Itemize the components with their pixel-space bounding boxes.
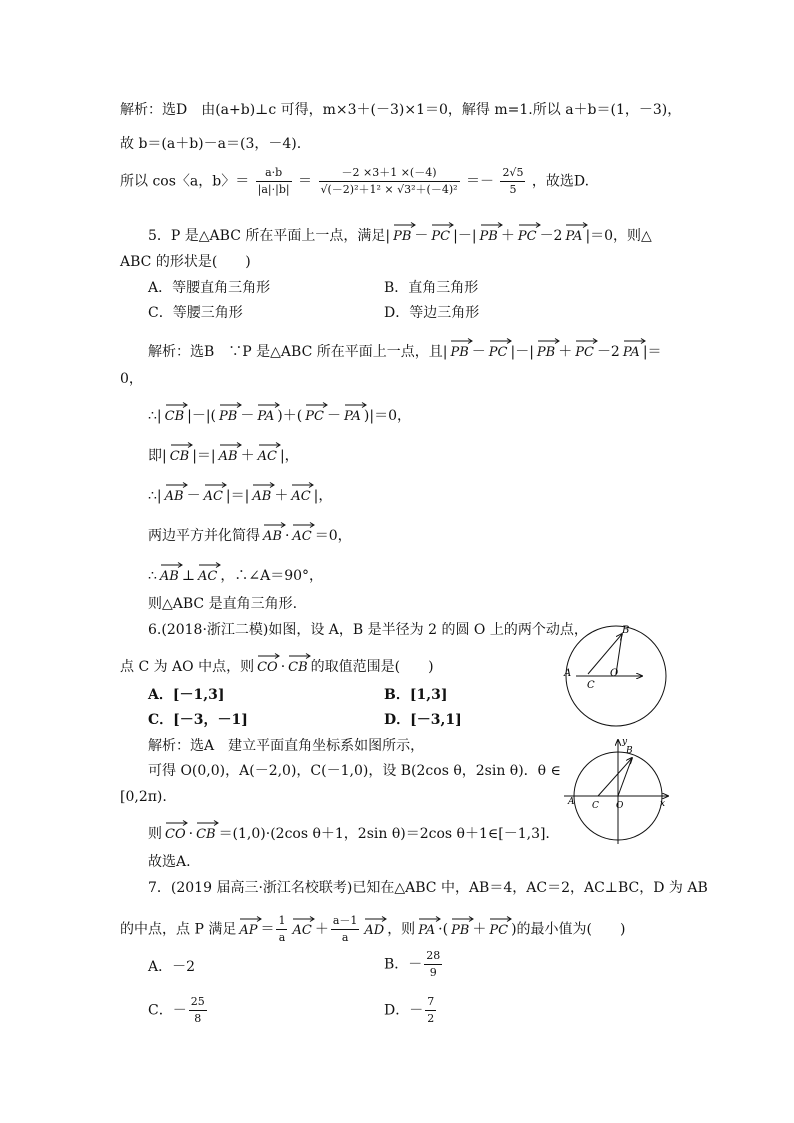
fraction-1-over-a: $\frac{1}{a}$ xyxy=(278,914,286,944)
fig2-label-c: C xyxy=(592,801,599,811)
vector-label: AC xyxy=(203,489,223,504)
vector-pb xyxy=(219,402,237,426)
vector-label: AB xyxy=(218,449,238,464)
vector-pb xyxy=(451,916,469,940)
fig1-label-b: B xyxy=(622,625,630,636)
vector-ac xyxy=(258,442,277,466)
circle-figure-6 xyxy=(560,620,672,732)
fraction-ab: $\frac{a\cdot b}{|a|\cdot|b|}$ xyxy=(257,166,290,196)
question-5-line-2: ABC 的形状是( ) xyxy=(120,254,251,270)
vector-pa xyxy=(344,402,361,426)
question-7-line-1: 7．(2019 届高三·浙江名校联考)已知在△ABC 中，AB＝4，AC＝2，AC⊥BC，D 为 AB xyxy=(148,880,708,896)
vector-label: AC xyxy=(292,922,312,938)
vector-ad xyxy=(364,916,384,940)
solution-4-line-2: 故 b＝(a＋b)－a＝(3，－4). xyxy=(120,136,302,152)
vector-pc xyxy=(489,916,508,940)
fig2-label-o: O xyxy=(616,801,624,811)
option-6-a: A．[－1,3] xyxy=(148,687,225,703)
vector-arrow-icon xyxy=(165,402,189,408)
vector-arrow-icon xyxy=(257,402,281,408)
vector-arrow-icon xyxy=(288,653,312,659)
vector-pc xyxy=(431,222,450,246)
vector-pb xyxy=(480,222,498,246)
vector-label: PC xyxy=(488,345,508,360)
solution-5-line-8: 则△ABC 是直角三角形. xyxy=(148,596,298,612)
vector-pb xyxy=(450,338,468,362)
vector-label: PC xyxy=(431,229,451,244)
vector-arrow-icon xyxy=(305,402,329,408)
vector-arrow-icon xyxy=(239,916,263,922)
vector-arrow-icon xyxy=(291,482,315,488)
vector-label: AB xyxy=(159,569,179,584)
option-5-a: A．等腰直角三角形 xyxy=(148,280,271,296)
vector-ac xyxy=(292,522,311,546)
option-5-b: B．直角三角形 xyxy=(384,280,479,296)
equals: ＝ xyxy=(298,173,313,190)
vector-arrow-icon xyxy=(198,562,222,568)
vector-arrow-icon xyxy=(165,820,189,826)
vector-label: AC xyxy=(257,449,277,464)
option-6-c: C．[－3，－1] xyxy=(148,712,248,728)
fig2-label-a: A xyxy=(568,797,575,807)
vector-ac xyxy=(291,482,310,506)
vector-arrow-icon xyxy=(219,402,243,408)
vector-ac xyxy=(292,916,311,940)
vector-arrow-icon xyxy=(196,820,220,826)
vector-label: CB xyxy=(164,409,185,424)
solution-6-line-4: 则 CO · CB ＝(1,0)·(2cos θ＋1，2sin θ)＝2cos θ＋1∈[－1,3]. xyxy=(148,820,550,844)
vector-label: AB xyxy=(164,489,184,504)
vector-arrow-icon xyxy=(418,916,442,922)
vector-arrow-icon xyxy=(431,222,455,228)
vector-pc xyxy=(305,402,324,426)
vector-arrow-icon xyxy=(393,222,417,228)
fraction-cos: $\frac{-2 \times 3+1 \times(-4)}{\text{√(－2)²＋1² × √3²＋(－4)²}}$ xyxy=(320,166,458,196)
vector-pa xyxy=(565,222,582,246)
fraction-a-minus-1: $\frac{a-1}{a}$ xyxy=(332,914,358,944)
vector-arrow-icon xyxy=(258,442,282,448)
vector-label: CB xyxy=(196,827,216,842)
vector-pb xyxy=(393,222,411,246)
vector-label: PB xyxy=(479,229,498,244)
vector-pa xyxy=(418,916,435,940)
vector-label: PA xyxy=(565,229,583,244)
vector-arrow-icon xyxy=(344,402,368,408)
vector-label: PA xyxy=(257,409,275,424)
option-6-d: D．[－3,1] xyxy=(384,712,462,728)
vector-arrow-icon xyxy=(160,562,184,568)
vector-ab xyxy=(160,562,179,586)
vector-arrow-icon xyxy=(480,222,504,228)
solution-5-line-5: ∴| AB － AC |＝| AB ＋ AC |， xyxy=(148,482,332,506)
option-7-d: D．－ $\frac{7}{2}$ xyxy=(384,995,435,1025)
vector-ab xyxy=(219,442,238,466)
vector-arrow-icon xyxy=(623,338,647,344)
fig1-label-o: O xyxy=(610,668,619,679)
vector-arrow-icon xyxy=(450,338,474,344)
option-7-a: A．－2 xyxy=(148,959,196,975)
answer-note: ，故选D. xyxy=(531,173,590,190)
solution-5-line-2: 0， xyxy=(120,371,143,387)
option-7-b: B．－ $\frac{28}{9}$ xyxy=(384,949,441,979)
option-6-b: B．[1,3] xyxy=(384,687,448,703)
solution-5-line-4: 即| CB |＝| AB ＋ AC |， xyxy=(148,442,299,466)
vector-arrow-icon xyxy=(451,916,475,922)
vector-ab xyxy=(165,482,184,506)
question-7-line-2: 的中点，点 P 满足 AP ＝ $\frac{1}{a}$ AC ＋ $\frac{a-1}{a}$ AD ，则 PA ·( PB ＋ PC )的最小值为( ) xyxy=(120,914,626,944)
vector-pb xyxy=(537,338,555,362)
vector-label: AD xyxy=(364,922,385,938)
vector-label: CO xyxy=(257,660,278,675)
solution-5-line-7: ∴ AB ⊥ AC ，∴∠A＝90°， xyxy=(148,562,323,586)
vector-co xyxy=(165,820,186,844)
solution-4-line-3 xyxy=(120,165,589,198)
fig2-label-x: x xyxy=(660,799,666,809)
option-5-c: C．等腰三角形 xyxy=(148,305,243,321)
question-6-line-2: 点 C 为 AO 中点，则 CO · CB 的取值范围是( ) xyxy=(120,653,434,677)
vector-label: CB xyxy=(288,660,308,675)
solution-5-line-1: 解析：选B ∵P 是△ABC 所在平面上一点，且| PB － PC |－| PB ＋ PC －2 PA |＝ xyxy=(148,338,662,362)
vector-label: AB xyxy=(252,489,272,504)
vector-label: PA xyxy=(418,922,436,938)
solution-4-line-1: 解析：选D 由(a+b)⊥c 可得，m×3＋(－3)×1＝0，解得 m=1.所以 a＋b＝(1，－3)， xyxy=(120,102,682,118)
vector-label: AB xyxy=(263,529,282,544)
option-5-d: D．等边三角形 xyxy=(384,305,480,321)
vector-label: PB xyxy=(219,409,238,424)
vector-ac xyxy=(204,482,223,506)
fig1-label-a: A xyxy=(564,668,572,679)
coordinate-circle-figure xyxy=(562,736,674,848)
vector-label: PB xyxy=(393,229,412,244)
solution-5-line-6: 两边平方并化简得 AB · AC ＝0， xyxy=(148,522,352,546)
vector-arrow-icon xyxy=(489,916,513,922)
vector-arrow-icon xyxy=(575,338,599,344)
vector-pa xyxy=(623,338,640,362)
vector-label: CB xyxy=(169,449,190,464)
solution-6-line-3: [0,2π). xyxy=(120,789,167,805)
vector-label: AC xyxy=(291,489,311,504)
vector-label: PC xyxy=(489,922,509,938)
vector-arrow-icon xyxy=(292,522,316,528)
vector-pc xyxy=(575,338,594,362)
option-7-c: C．－ $\frac{25}{8}$ xyxy=(148,995,205,1025)
question-5-line-1: 5．P 是△ABC 所在平面上一点，满足| PB － PC |－| PB ＋ PC －2 PA |＝0，则△ xyxy=(148,222,652,246)
vector-label: CO xyxy=(165,827,186,842)
vector-arrow-icon xyxy=(219,442,243,448)
solution-5-line-3: ∴| CB |－|( PB － PA )＋( PC － PA )|＝0， xyxy=(148,402,411,426)
solution-6-line-1: 解析：选A 建立平面直角坐标系如图所示， xyxy=(148,738,425,754)
solution-6-line-2: 可得 O(0,0)，A(－2,0)，C(－1,0)，设 B(2cos θ，2sin θ)．θ ∈ xyxy=(148,763,561,779)
vector-pc xyxy=(489,338,508,362)
vector-label: AP xyxy=(239,922,258,938)
vector-pa xyxy=(257,402,274,426)
fig1-label-c: C xyxy=(587,680,595,691)
vector-arrow-icon xyxy=(257,653,281,659)
vector-cb xyxy=(170,442,190,466)
vector-arrow-icon xyxy=(518,222,542,228)
equals-minus: ＝－ xyxy=(465,173,494,190)
fraction-result: $\frac{2√5}{5}$ xyxy=(502,166,524,196)
fig2-label-b: B xyxy=(626,746,633,756)
vector-label: PC xyxy=(305,409,324,424)
vector-label: AC xyxy=(198,569,218,584)
vector-label: PC xyxy=(575,345,594,360)
vector-arrow-icon xyxy=(565,222,589,228)
vector-cb xyxy=(196,820,216,844)
vector-cb xyxy=(165,402,185,426)
vector-co xyxy=(257,653,278,677)
vector-label: PA xyxy=(343,409,361,424)
vector-arrow-icon xyxy=(170,442,194,448)
fig2-label-y: y xyxy=(622,737,628,747)
vector-label: PB xyxy=(536,345,556,360)
solution-6-line-5: 故选A. xyxy=(148,854,191,870)
vector-arrow-icon xyxy=(537,338,561,344)
vector-arrow-icon xyxy=(263,522,287,528)
vector-arrow-icon xyxy=(489,338,513,344)
vector-cb xyxy=(288,653,308,677)
vector-pc xyxy=(518,222,537,246)
vector-arrow-icon xyxy=(204,482,228,488)
vector-label: PB xyxy=(450,345,469,360)
vector-label: PB xyxy=(451,922,470,938)
vector-arrow-icon xyxy=(364,916,388,922)
vector-label: AC xyxy=(292,529,312,544)
cos-prefix: 所以 cos〈a，b〉＝ xyxy=(120,173,250,190)
vector-arrow-icon xyxy=(165,482,189,488)
vector-ab xyxy=(252,482,271,506)
vector-arrow-icon xyxy=(252,482,276,488)
vector-label: PC xyxy=(517,229,537,244)
vector-ac xyxy=(198,562,217,586)
vector-ab xyxy=(263,522,282,546)
question-6-line-1: 6.(2018·浙江二模)如图，设 A，B 是半径为 2 的圆 O 上的两个动点， xyxy=(148,622,588,638)
vector-label: PA xyxy=(622,345,640,360)
vector-ap xyxy=(239,916,257,940)
vector-arrow-icon xyxy=(292,916,316,922)
